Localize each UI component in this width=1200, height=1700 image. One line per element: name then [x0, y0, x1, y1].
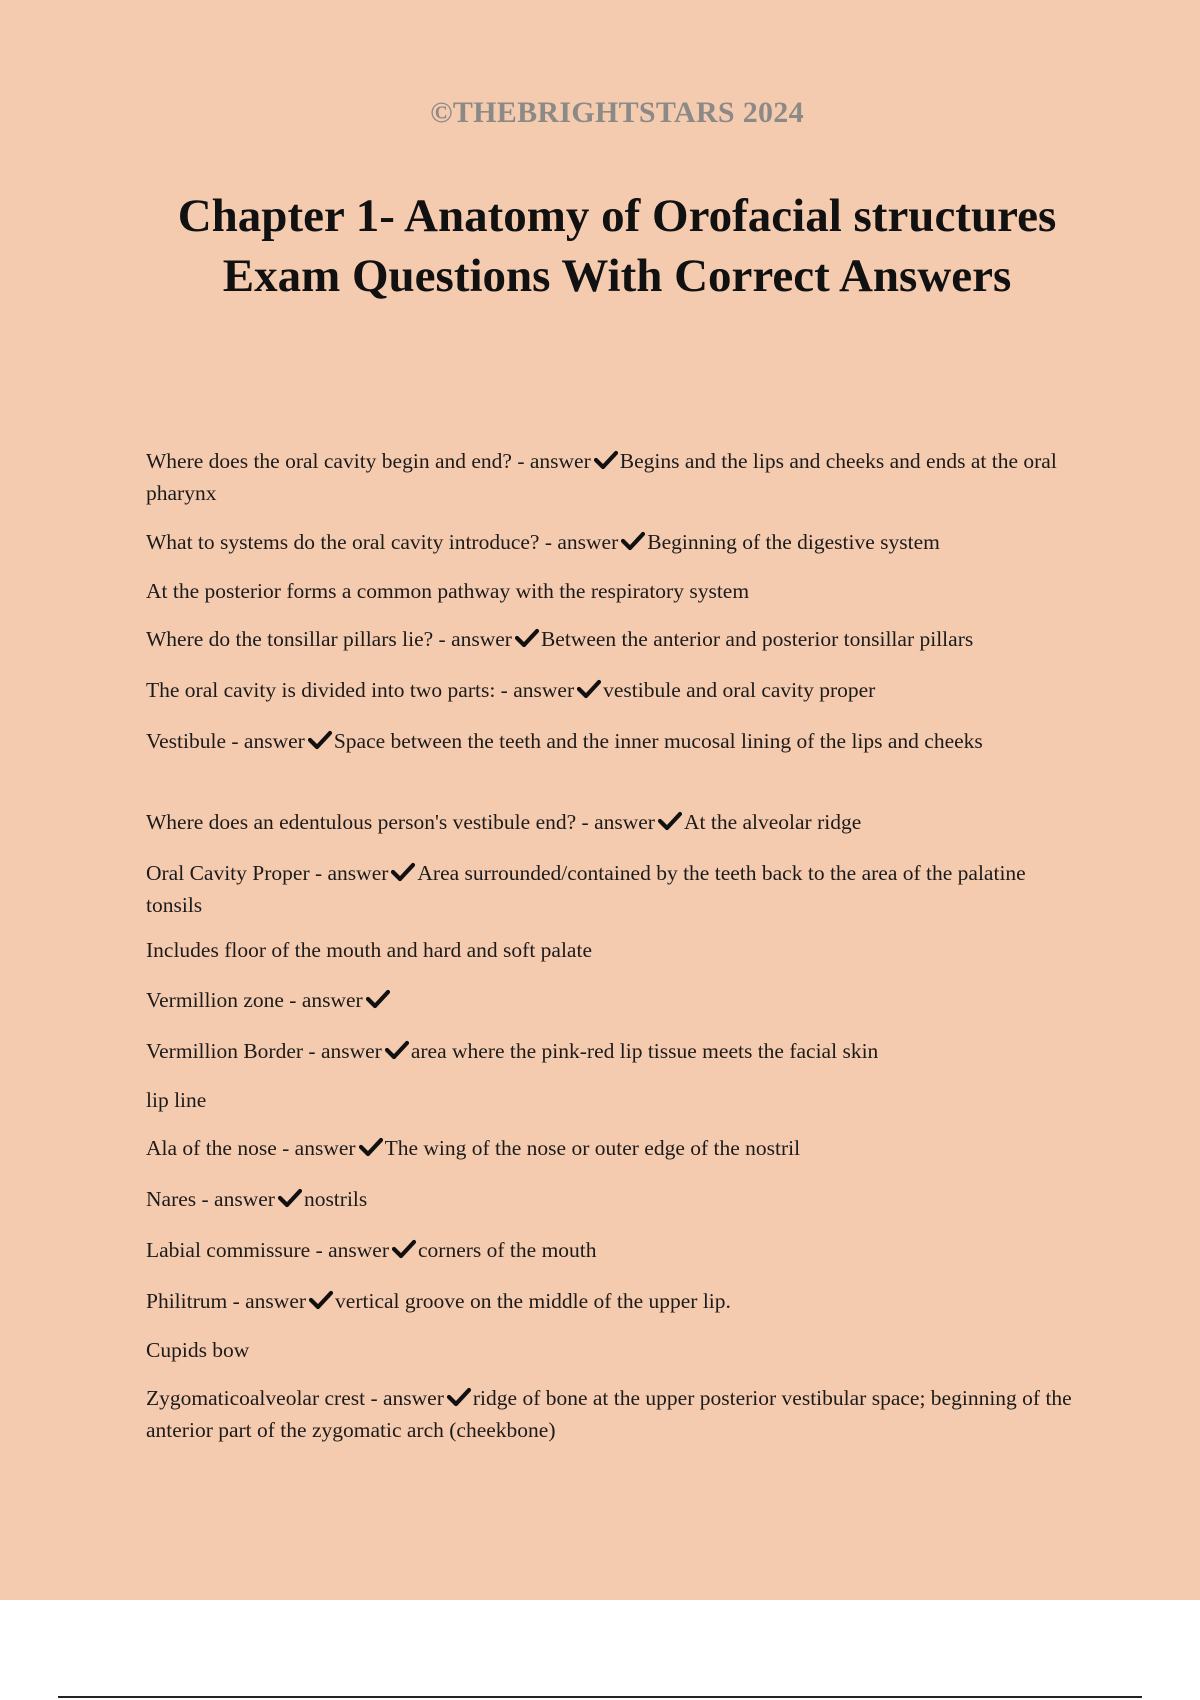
qa-item	[146, 1183, 1086, 1215]
question-text: Where does the oral cavity begin and end? - answer	[146, 449, 591, 473]
qa-item	[146, 984, 1086, 1016]
check-icon	[278, 1188, 302, 1208]
answer-text: vestibule and oral cavity proper	[603, 678, 876, 702]
qa-item	[146, 857, 1086, 921]
question-text: Vestibule - answer	[146, 729, 305, 753]
answer-text: corners of the mouth	[418, 1238, 597, 1262]
check-icon	[385, 1040, 409, 1060]
check-icon	[658, 811, 682, 831]
qa-item	[146, 1382, 1086, 1446]
question-text: Nares - answer	[146, 1187, 275, 1211]
qa-item	[146, 934, 1086, 966]
title-line-1: Chapter 1- Anatomy of Orofacial structures	[177, 190, 1057, 242]
qa-item	[146, 445, 1086, 509]
qa-item	[146, 526, 1086, 558]
qa-item	[146, 1132, 1086, 1164]
question-text: Oral Cavity Proper - answer	[146, 861, 389, 885]
check-icon	[309, 1290, 333, 1310]
question-text: Ala of the nose - answer	[146, 1136, 356, 1160]
check-icon	[447, 1387, 471, 1407]
check-icon	[366, 989, 390, 1009]
check-icon	[577, 679, 601, 699]
qa-item	[146, 623, 1086, 655]
question-text: Cupids bow	[146, 1338, 250, 1362]
answer-text: Space between the teeth and the inner mucosal lining of the lips and cheeks	[333, 729, 983, 753]
answer-text: At the alveolar ridge	[683, 810, 862, 834]
answer-text: Beginning of the digestive system	[647, 530, 940, 554]
qa-item	[146, 1234, 1086, 1266]
answer-text: Area surrounded/contained by the teeth back to the area of the palatine tonsils	[146, 861, 1026, 917]
answer-text: ridge of bone at the upper posterior vestibular space; beginning of the anterior part of the zygomatic arch (cheekbone)	[146, 1386, 1072, 1442]
question-text: At the posterior forms a common pathway with the respiratory system	[146, 579, 750, 603]
check-icon	[391, 862, 415, 882]
qa-item	[146, 725, 1086, 757]
answer-text: Between the anterior and posterior tonsillar pillars	[540, 627, 974, 651]
answer-text: area where the pink-red lip tissue meets the facial skin	[410, 1039, 879, 1063]
answer-text: The wing of the nose or outer edge of the nostril	[384, 1136, 801, 1160]
check-icon	[515, 628, 539, 648]
copyright-watermark: ©THEBRIGHTSTARS 2024	[430, 96, 804, 129]
document-title	[0, 186, 1200, 306]
footer-divider	[58, 1696, 1142, 1698]
check-icon	[621, 531, 645, 551]
answer-text: vertical groove on the middle of the upper lip.	[335, 1289, 731, 1313]
qa-item	[146, 806, 1086, 838]
qa-item	[146, 575, 1086, 607]
question-text: Labial commissure - answer	[146, 1238, 389, 1262]
qa-item	[146, 1084, 1086, 1116]
check-icon	[594, 450, 618, 470]
qa-item	[146, 674, 1086, 706]
question-text: Where does an edentulous person's vestibule end? - answer	[146, 810, 655, 834]
qa-item	[146, 1285, 1086, 1317]
qa-item	[146, 1035, 1086, 1067]
question-text: Where do the tonsillar pillars lie? - answer	[146, 627, 512, 651]
question-text: Vermillion zone - answer	[146, 988, 363, 1012]
question-text: Philitrum - answer	[146, 1289, 307, 1313]
question-text: Zygomaticoalveolar crest - answer	[146, 1386, 444, 1410]
check-icon	[392, 1239, 416, 1259]
qa-item	[146, 1334, 1086, 1366]
answer-text: Begins and the lips and cheeks and ends at the oral pharynx	[146, 449, 1057, 505]
title-line-2: Exam Questions With Correct Answers	[222, 250, 1012, 302]
question-text: Includes floor of the mouth and hard and soft palate	[146, 938, 592, 962]
question-text: Vermillion Border - answer	[146, 1039, 382, 1063]
question-text: lip line	[146, 1088, 207, 1112]
question-text: The oral cavity is divided into two parts: - answer	[146, 678, 575, 702]
check-icon	[308, 730, 332, 750]
question-text: What to systems do the oral cavity introduce? - answer	[146, 530, 619, 554]
answer-text: nostrils	[303, 1187, 368, 1211]
check-icon	[359, 1137, 383, 1157]
